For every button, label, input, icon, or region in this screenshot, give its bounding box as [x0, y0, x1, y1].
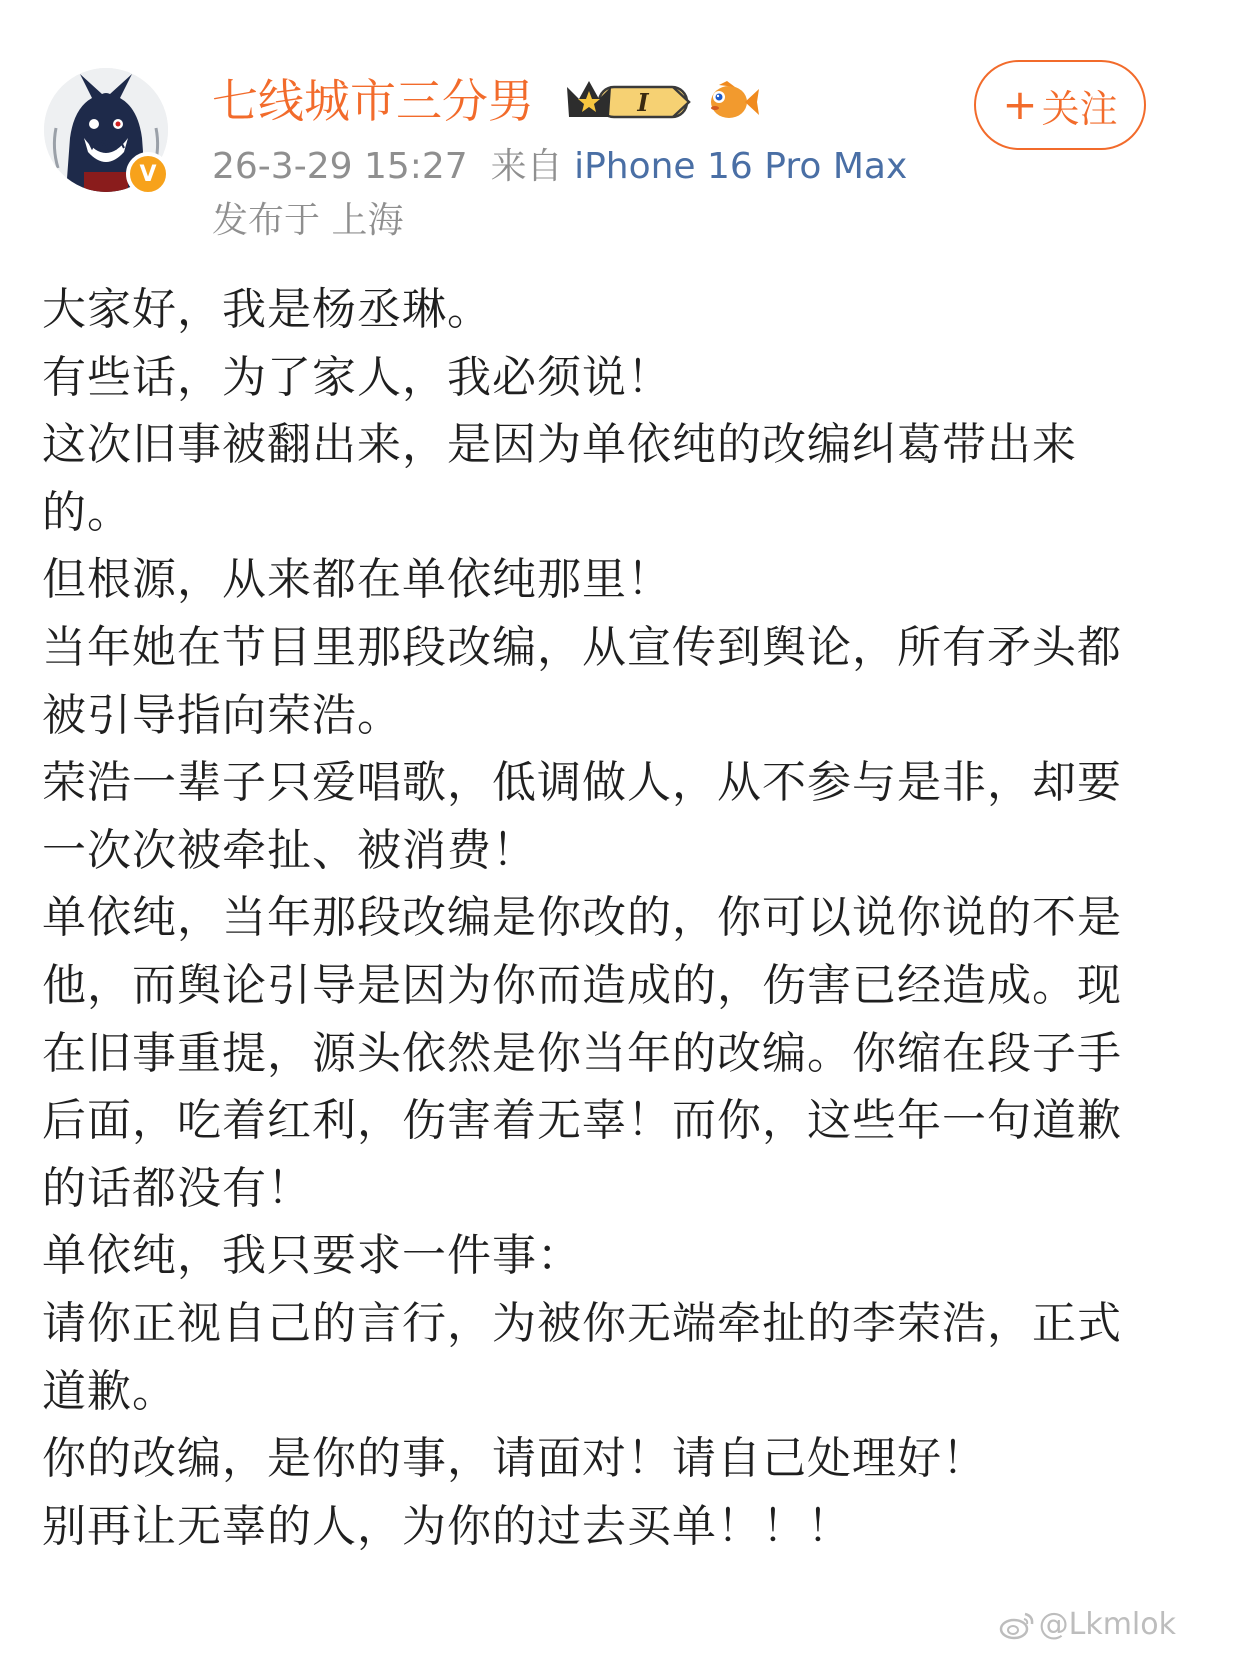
post-timestamp: 26-3-29 15:27 — [212, 146, 468, 187]
level-badge-text: I — [637, 88, 649, 117]
post-paragraph: 这次旧事被翻出来，是因为单依纯的改编纠葛带出来的。 — [42, 419, 1077, 538]
post-paragraph: 请你正视自己的言行，为被你无端牵扯的李荣浩，正式道歉。 — [42, 1297, 1122, 1417]
fish-emoji-icon — [705, 75, 759, 125]
device-link[interactable]: iPhone 16 Pro Max — [574, 146, 908, 187]
post-paragraph: 当年她在节目里那段改编，从宣传到舆论，所有矛头都被引导指向荣浩。 — [42, 621, 1122, 741]
post-paragraph: 荣浩一辈子只爱唱歌，低调做人，从不参与是非，却要一次次被牵扯、被消费！ — [42, 757, 1122, 876]
plus-icon: + — [1002, 80, 1038, 129]
follow-label: 关注 — [1041, 86, 1118, 131]
source-prefix: 来自 — [490, 146, 563, 187]
post-paragraph: 但根源，从来都在单依纯那里！ — [42, 554, 672, 606]
post-paragraph: 你的改编，是你的事，请面对！请自己处理好！ — [42, 1433, 987, 1485]
verified-mark: V — [139, 161, 157, 187]
watermark — [999, 1607, 1176, 1643]
author-badges — [565, 72, 759, 128]
weibo-logo-icon — [999, 1610, 1035, 1640]
post-paragraph: 有些话，为了家人，我必须说！ — [42, 351, 672, 403]
post-meta — [212, 144, 907, 190]
post-body — [42, 276, 1152, 1560]
post-paragraph: 大家好，我是杨丞琳。 — [42, 284, 492, 335]
follow-button[interactable] — [974, 60, 1146, 150]
post-paragraph: 单依纯，我只要求一件事： — [42, 1230, 582, 1282]
post-paragraph: 别再让无辜的人，为你的过去买单！！！ — [42, 1500, 852, 1552]
watermark-text: @Lkmlok — [1038, 1607, 1176, 1642]
post-location: 发布于 上海 — [212, 200, 404, 241]
author-name[interactable]: 七线城市三分男 — [212, 74, 534, 128]
post-header — [0, 0, 1260, 270]
level-badge-icon[interactable] — [565, 75, 693, 125]
post-paragraph: 单依纯，当年那段改编是你改的，你可以说你说的不是他，而舆论引导是因为你而造成的，伤害已经造成。现在旧事重提，源头依然是你当年的改编。你缩在段子手后面，吃着红利，伤害着无辜！而你，这些年一句道歉的话都没有！ — [42, 892, 1122, 1214]
verified-icon — [126, 152, 170, 196]
